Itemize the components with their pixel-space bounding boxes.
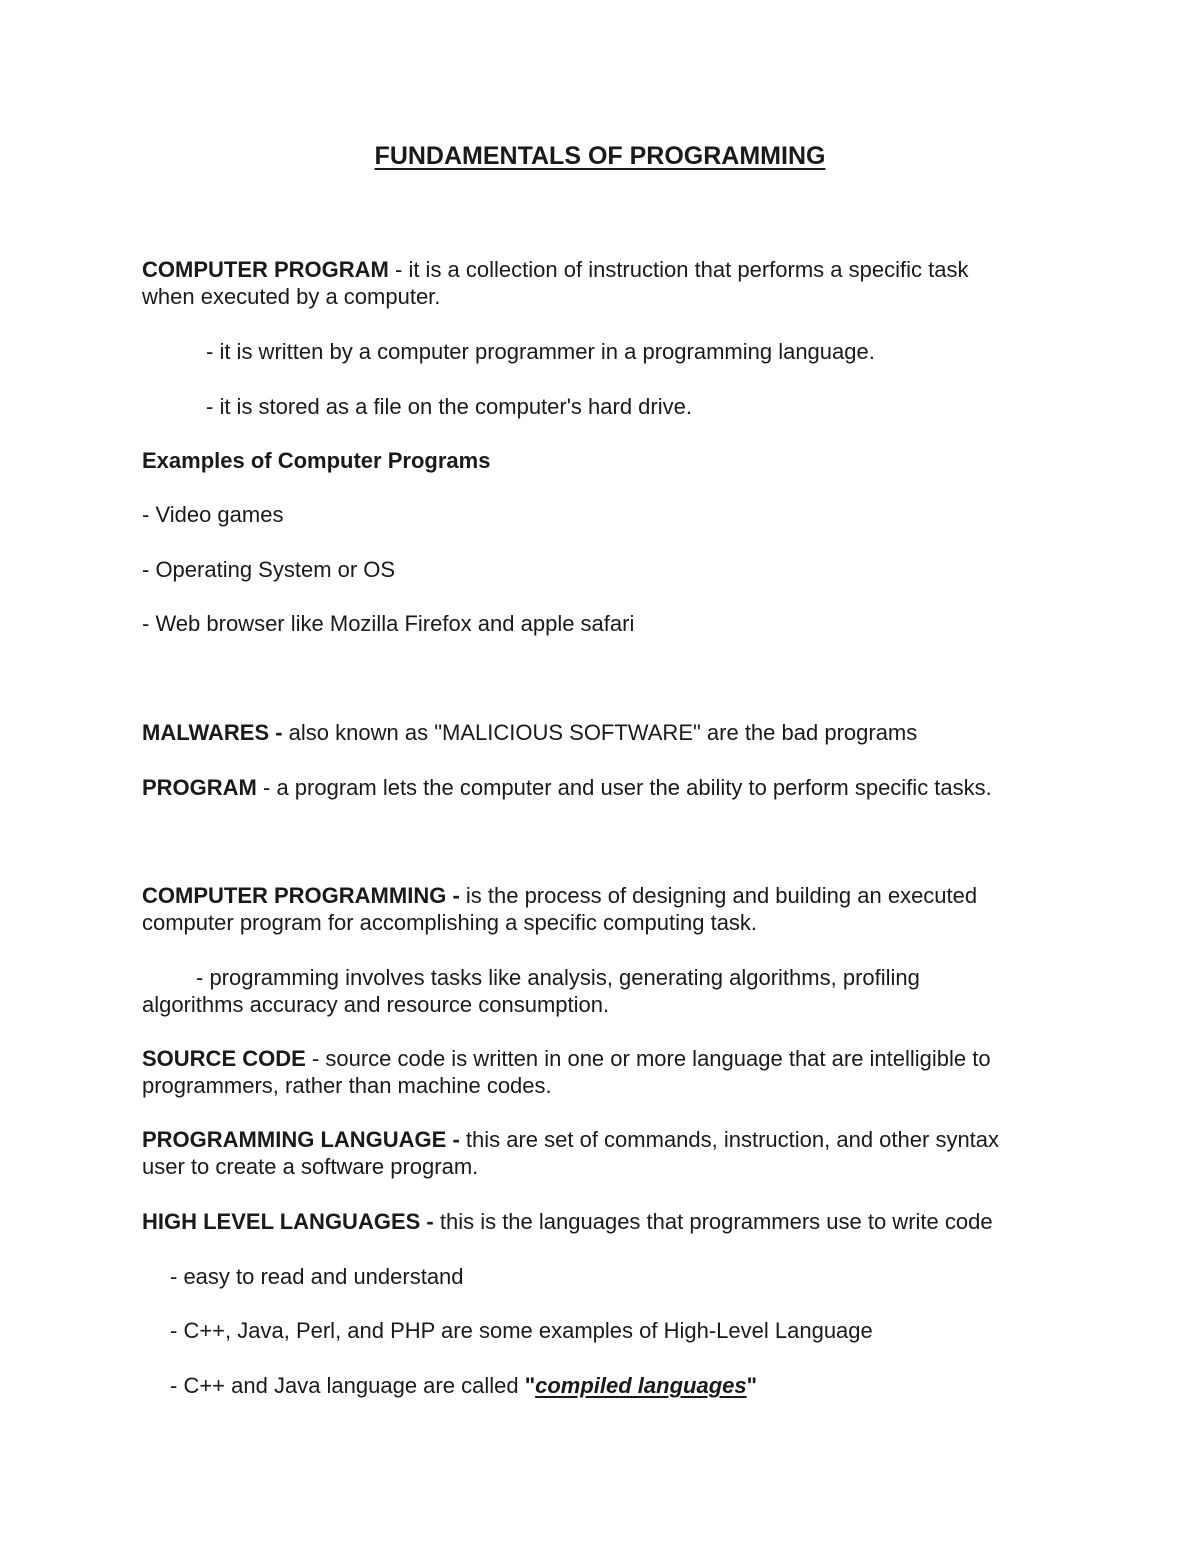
examples-heading: Examples of Computer Programs [142,448,491,473]
high-level-point2: - C++, Java, Perl, and PHP are some examples of High-Level Language [170,1318,873,1343]
computer-program-term: COMPUTER PROGRAM [142,257,389,282]
source-code-def-line2: programmers, rather than machine codes. [142,1073,552,1098]
computer-programming-definition: COMPUTER PROGRAMMING - is the process of designing and building an executed [142,883,978,908]
computer-program-point2: - it is stored as a file on the computer's hard drive. [206,394,692,419]
computer-programming-point-line2: algorithms accuracy and resource consumption. [142,992,610,1017]
computer-programming-term: COMPUTER PROGRAMMING - [142,883,460,908]
program-term: PROGRAM [142,775,257,800]
high-level-point1: - easy to read and understand [170,1264,464,1289]
programming-language-term: PROGRAMMING LANGUAGE - [142,1127,460,1152]
example-item: - Web browser like Mozilla Firefox and apple safari [142,611,635,636]
high-level-definition: HIGH LEVEL LANGUAGES - this is the languages that programmers use to write code [142,1209,993,1234]
malwares-term: MALWARES - [142,720,283,745]
compiled-languages-emphasis: compiled languages [535,1373,747,1398]
high-level-term: HIGH LEVEL LANGUAGES - [142,1209,434,1234]
example-item: - Video games [142,502,284,527]
computer-programming-def-line2: computer program for accomplishing a specific computing task. [142,910,758,935]
computer-programming-point-line1: - programming involves tasks like analysis, generating algorithms, profiling [196,965,920,990]
example-item: - Operating System or OS [142,557,396,582]
computer-program-def-line1: - it is a collection of instruction that performs a specific task [388,257,969,282]
source-code-term: SOURCE CODE [142,1046,306,1071]
malwares-definition: MALWARES - also known as "MALICIOUS SOFTWARE" are the bad programs [142,720,918,745]
high-level-point3: - C++ and Java language are called "compiled languages" [170,1373,758,1398]
computer-program-def-line2: when executed by a computer. [142,284,441,309]
computer-program-definition [142,256,968,284]
program-definition: PROGRAM - a program lets the computer and user the ability to perform specific tasks. [142,775,992,800]
page-title: FUNDAMENTALS OF PROGRAMMING [374,142,826,170]
source-code-definition: SOURCE CODE - source code is written in one or more language that are intelligible to [142,1046,991,1071]
computer-program-point1: - it is written by a computer programmer in a programming language. [206,339,875,364]
programming-language-def-line2: user to create a software program. [142,1154,479,1179]
programming-language-definition: PROGRAMMING LANGUAGE - this are set of commands, instruction, and other syntax [142,1127,1000,1152]
